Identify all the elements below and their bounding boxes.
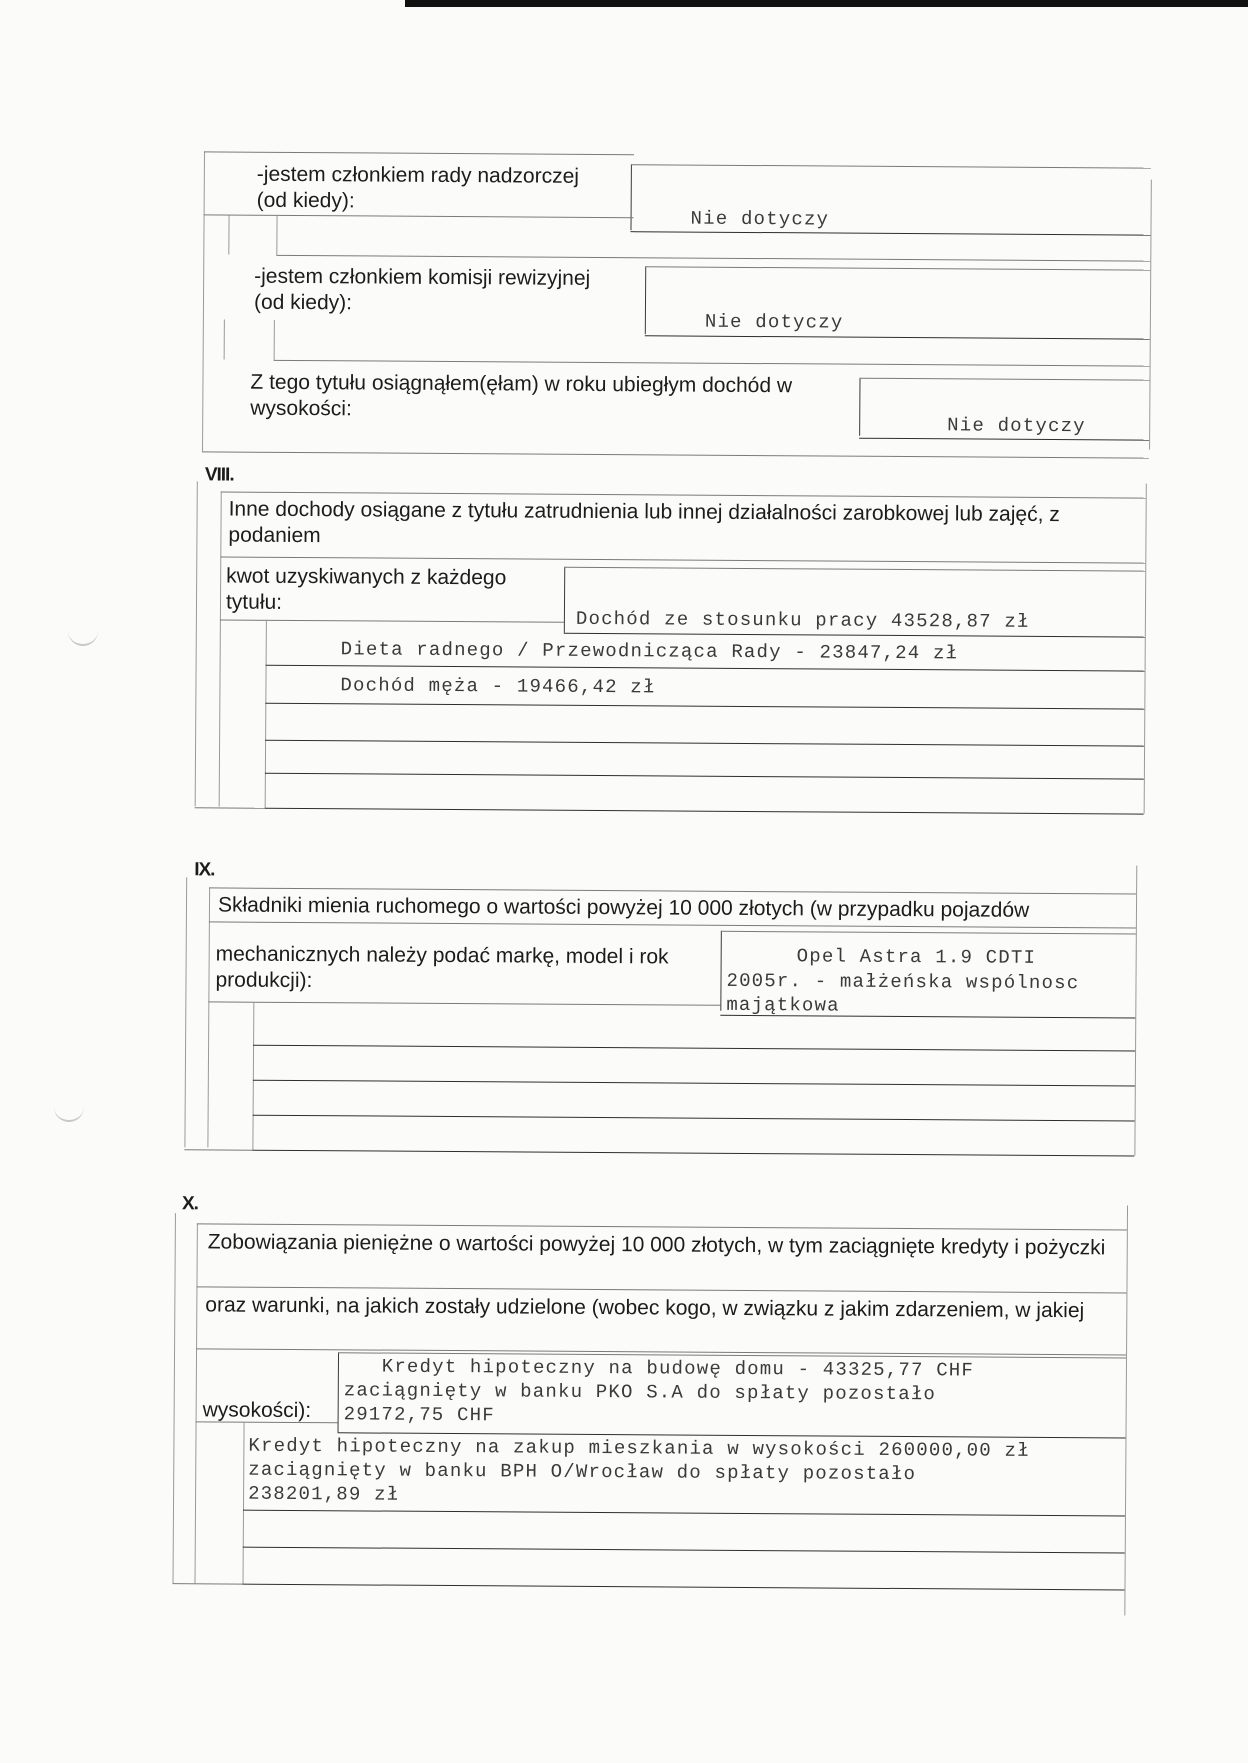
answer-underline [630,231,1150,235]
form-rule [172,1583,242,1584]
answer-underline [265,773,1144,780]
form-border-right [1149,180,1152,450]
section-ix-heading: Składniki mienia ruchomego o wartości powyżej 10 000 złotych (w przypadku pojazdów [217,893,1030,922]
form-gutter [274,320,275,360]
answer-underline [253,1080,1135,1087]
answer-box-border [860,378,1150,381]
answer-box-border [645,266,1150,270]
answer-box-border [859,378,860,436]
vehicle-details: 2005r. - małżeńska wspólnosc majątkowa [726,969,1093,1017]
loan-entry-1: Kredyt hipoteczny na budowę domu - 43325,77 CHF zaciągnięty w banku PKO S.A do spłaty pozostało 29172,75 CHF [343,1355,975,1427]
rada-nadzorcza-label: -jestem członkiem rady nadzorczej (od kiedy): [256,162,580,213]
vehicle-model: Opel Astra 1.9 CDTI [796,945,1037,969]
section-viii-number: VIII. [204,464,234,486]
rada-nadzorcza-value: Nie dotyczy [690,207,830,231]
form-rule [220,556,1145,563]
answer-underline [266,665,1145,672]
section-ix-number: IX. [194,859,215,881]
answer-box-border [564,567,565,633]
income-entry-3: Dochód męża - 19466,42 zł [340,674,656,699]
form-border-left [195,481,198,806]
answer-underline [253,1045,1135,1052]
loan-entry-2: Kredyt hipoteczny na zakup mieszkania w wysokości 260000,00 zł zaciągnięty w banku BPH O/Wrocław do spłaty pozostało 238201,89 zł [248,1434,1030,1506]
answer-box-border [721,931,1136,935]
form-rule [276,255,1150,262]
income-entry-2: Dieta radnego / Przewodnicząca Rady - 23847,24 zł [340,638,959,665]
form-rule [195,807,265,808]
answer-underline [253,1115,1135,1122]
form-gutter [219,491,222,806]
answer-box-border [631,164,1151,168]
komisja-value: Nie dotyczy [704,310,844,334]
answer-box-border [564,567,1145,572]
form-border-right [1134,866,1137,1156]
form-border-left [184,877,187,1147]
form-border-left [173,1213,176,1583]
form-border-right [1144,484,1147,814]
section-viii-heading: Inne dochody osiągane z tytułu zatrudnienia lub innej działalności zarobkowej lub zajęć, z podaniem [228,497,1060,548]
entry-column-border [243,1422,245,1584]
dochod-label: Z tego tytułu osiągnąłem(ęłam) w roku ubiegłym dochód w wysokości: [250,370,793,421]
form-rule [274,360,1150,367]
section-x-heading-continued: oraz warunki, na jakich zostały udzielone (wobec kogo, w związku z jakim zdarzeniem, w jakiej [205,1293,1085,1323]
form-gutter [276,215,277,255]
answer-underline [859,438,1149,441]
form-gutter [224,319,225,359]
form-gutter [207,887,210,1147]
form-border-right [1124,1206,1128,1616]
answer-box-border [645,266,646,334]
answer-box-border [720,931,722,1011]
form-rule [208,1001,720,1005]
answer-underline [252,1150,1134,1157]
answer-underline [243,1510,1125,1517]
section-x-sublabel: wysokości): [202,1398,312,1423]
section-viii-sublabel: kwot uzyskiwanych z każdego tytułu: [225,564,507,614]
form-rule [184,1149,252,1150]
answer-box-border [338,1352,340,1432]
form-rule [220,619,564,622]
form-gutter [195,1223,198,1583]
form-rule [202,451,1149,458]
section-x-number: X. [181,1193,199,1215]
answer-underline [265,740,1144,747]
answer-underline [564,633,1145,638]
form-gutter [228,215,229,255]
answer-underline [242,1584,1124,1591]
section-ix-sublabel: mechanicznych należy podać markę, model i rok produkcji): [215,942,669,993]
answer-underline [645,335,1150,339]
section-x-heading: Zobowiązania pieniężne o wartości powyżej 10 000 złotych, w tym zaciągnięte kredyty i pożyczki [207,1230,1106,1260]
komisja-label: -jestem członkiem komisji rewizyjnej (od kiedy): [253,264,591,315]
answer-underline [265,703,1144,710]
income-entry-1: Dochód ze stosunku pracy 43528,87 zł [575,607,1030,633]
entry-column-border [265,620,267,808]
dochod-value: Nie dotyczy [947,414,1086,438]
answer-underline [265,808,1144,815]
answer-box-border [630,164,631,230]
answer-underline [243,1547,1125,1554]
form-rule [204,151,634,155]
entry-column-border [252,1002,254,1150]
form-border-left [202,151,205,451]
